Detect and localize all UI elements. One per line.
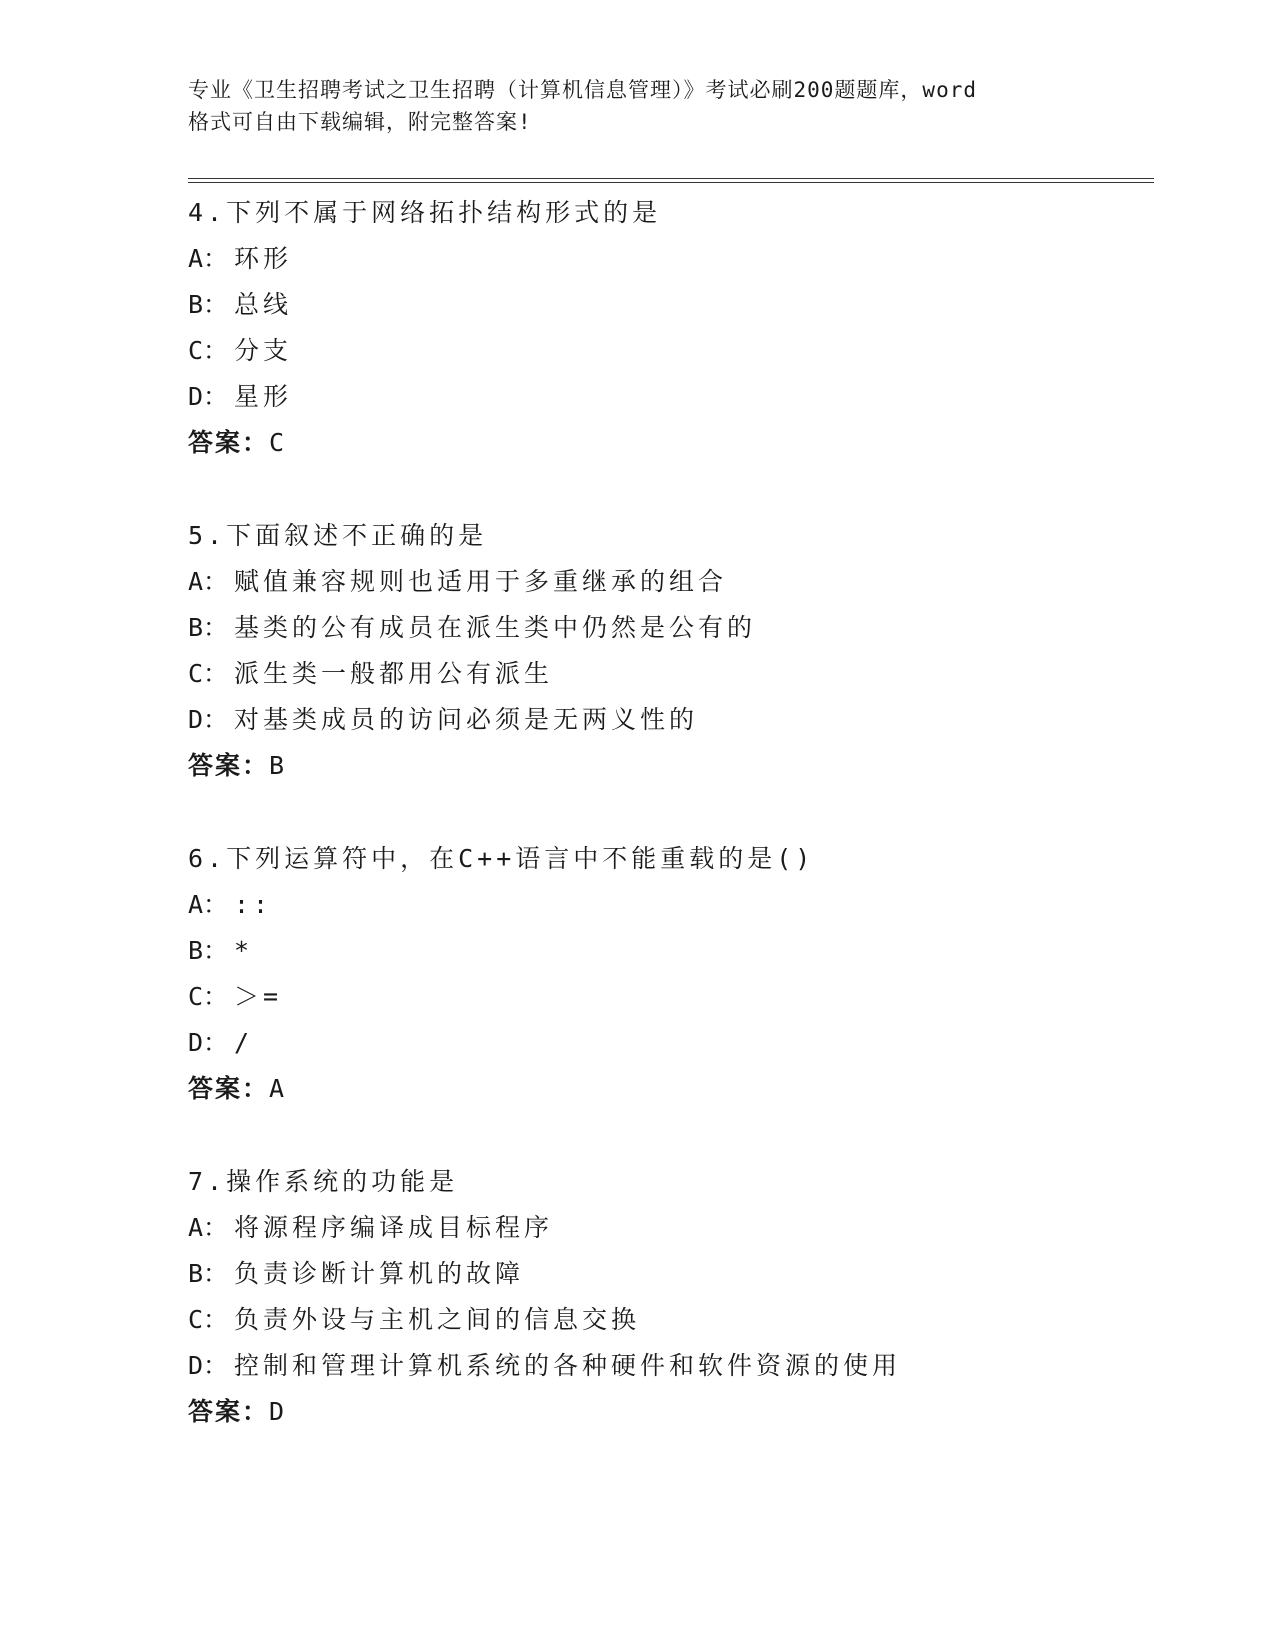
option-d	[188, 697, 1154, 743]
option-letter: C：	[188, 982, 229, 1011]
option-d	[188, 1343, 1154, 1389]
answer-value: C	[269, 428, 287, 457]
option-text: ::	[234, 890, 273, 919]
option-b	[188, 1251, 1154, 1297]
answer-label: 答案：	[188, 1074, 270, 1103]
option-text: 负责外设与主机之间的信息交换	[234, 1305, 641, 1334]
header-divider-bottom	[188, 182, 1154, 183]
header-divider-top	[188, 178, 1154, 179]
option-text: 星形	[234, 382, 293, 411]
option-d	[188, 374, 1154, 420]
option-b	[188, 282, 1154, 328]
option-letter: B：	[188, 290, 229, 319]
option-c	[188, 974, 1154, 1020]
option-text: /	[234, 1028, 254, 1057]
option-c	[188, 1297, 1154, 1343]
question-list	[188, 190, 1154, 1482]
answer-line	[188, 1066, 1154, 1112]
option-text: ＞=	[234, 982, 283, 1011]
option-letter: D：	[188, 1351, 229, 1380]
answer-line	[188, 743, 1154, 789]
option-b	[188, 928, 1154, 974]
option-text: 将源程序编译成目标程序	[234, 1213, 554, 1242]
option-letter: A：	[188, 567, 229, 596]
document-header	[188, 74, 1088, 138]
option-b	[188, 605, 1154, 651]
question-stem: 4.下列不属于网络拓扑结构形式的是	[188, 198, 662, 227]
question-5	[188, 513, 1154, 789]
answer-label: 答案：	[188, 751, 270, 780]
option-text: 派生类一般都用公有派生	[234, 659, 554, 688]
question-7	[188, 1159, 1154, 1435]
option-text: 环形	[234, 244, 293, 273]
option-a	[188, 882, 1154, 928]
option-text: *	[234, 936, 254, 965]
answer-line	[188, 420, 1154, 466]
answer-label: 答案：	[188, 1397, 270, 1426]
answer-label: 答案：	[188, 428, 270, 457]
question-4	[188, 190, 1154, 466]
option-letter: B：	[188, 613, 229, 642]
option-text: 对基类成员的访问必须是无两义性的	[234, 705, 699, 734]
option-text: 负责诊断计算机的故障	[234, 1259, 525, 1288]
option-text: 总线	[234, 290, 293, 319]
option-letter: A：	[188, 890, 229, 919]
answer-value: D	[269, 1397, 287, 1426]
option-letter: A：	[188, 1213, 229, 1242]
option-letter: C：	[188, 336, 229, 365]
option-a	[188, 1205, 1154, 1251]
question-stem: 6.下列运算符中，在C++语言中不能重载的是()	[188, 844, 815, 873]
option-c	[188, 651, 1154, 697]
option-letter: B：	[188, 1259, 229, 1288]
option-d	[188, 1020, 1154, 1066]
question-stem: 7.操作系统的功能是	[188, 1167, 459, 1196]
option-letter: D：	[188, 705, 229, 734]
answer-value: A	[269, 1074, 287, 1103]
option-letter: C：	[188, 659, 229, 688]
answer-line	[188, 1389, 1154, 1435]
option-text: 赋值兼容规则也适用于多重继承的组合	[234, 567, 728, 596]
option-letter: B：	[188, 936, 229, 965]
option-text: 分支	[234, 336, 293, 365]
header-line-2: 格式可自由下载编辑，附完整答案!	[188, 110, 532, 134]
answer-value: B	[269, 751, 287, 780]
question-stem: 5.下面叙述不正确的是	[188, 521, 488, 550]
option-a	[188, 236, 1154, 282]
option-text: 基类的公有成员在派生类中仍然是公有的	[234, 613, 757, 642]
option-letter: C：	[188, 1305, 229, 1334]
option-letter: D：	[188, 382, 229, 411]
option-letter: D：	[188, 1028, 229, 1057]
option-c	[188, 328, 1154, 374]
option-a	[188, 559, 1154, 605]
question-6	[188, 836, 1154, 1112]
option-letter: A：	[188, 244, 229, 273]
option-text: 控制和管理计算机系统的各种硬件和软件资源的使用	[234, 1351, 902, 1380]
header-line-1: 专业《卫生招聘考试之卫生招聘（计算机信息管理）》考试必刷200题题库，word	[188, 78, 977, 102]
